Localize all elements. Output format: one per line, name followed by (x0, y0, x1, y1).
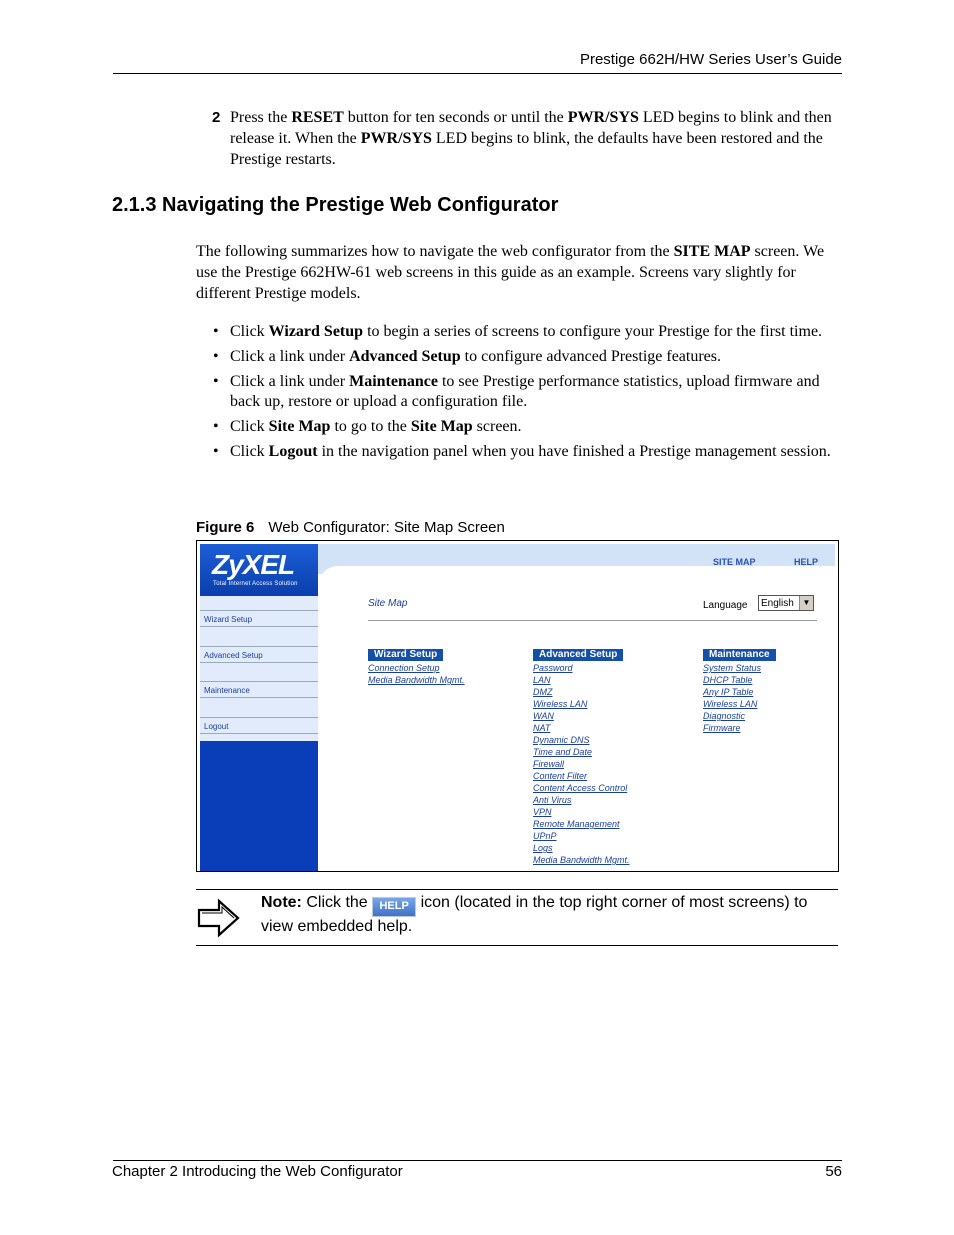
bullet-item (212, 322, 842, 342)
note-label: Note: (261, 894, 302, 911)
note-bottom-rule (196, 945, 838, 946)
bold-term: Site Map (268, 418, 331, 435)
site-map-link-item[interactable]: Media Bandwidth Mgmt. (368, 675, 465, 685)
step-text (230, 107, 842, 170)
column-heading[interactable]: Maintenance (703, 649, 776, 661)
running-header: Prestige 662H/HW Series User’s Guide (579, 51, 842, 68)
site-map-link-item[interactable]: Anti Virus (533, 795, 572, 805)
site-map-link-item[interactable]: Media Bandwidth Mgmt. (533, 855, 630, 865)
bullet-item (212, 372, 842, 412)
bold-term: PWR/SYS (360, 130, 432, 147)
nav-links (200, 596, 318, 741)
help-icon: HELP (372, 897, 416, 917)
zyxel-logo (200, 544, 318, 594)
figure-caption (196, 519, 505, 536)
step-2 (212, 107, 842, 170)
note-text-after: icon (located in the top right corner of most screens) to view embedded help. (261, 894, 808, 935)
site-map-link-item[interactable]: Logs (533, 843, 553, 853)
section-title: 2.1.3 Navigating the Prestige Web Configurator (112, 194, 559, 216)
page-number: 56 (825, 1163, 842, 1180)
screen-title: Site Map (368, 598, 408, 609)
wizard-setup-column (368, 644, 465, 686)
site-map-link-item[interactable]: System Status (703, 663, 762, 673)
note-text-before: Click the (301, 894, 373, 911)
site-map-link-item[interactable]: Wireless LAN (703, 699, 758, 709)
bullet-item (212, 347, 842, 367)
site-map-screenshot (196, 540, 839, 872)
site-map-link-item[interactable]: Diagnostic (703, 711, 746, 721)
logo-text: ZyXEL (212, 549, 295, 580)
step-number: 2 (212, 109, 221, 126)
nav-wizard-setup[interactable]: Wizard Setup (200, 610, 318, 627)
site-map-link-item[interactable]: Connection Setup (368, 663, 440, 673)
help-link[interactable]: HELP (794, 557, 819, 567)
site-map-link-item[interactable]: DHCP Table (703, 675, 753, 685)
site-map-link[interactable]: SITE MAP (713, 557, 756, 567)
bold-term: SITE MAP (673, 243, 751, 260)
nav-logout[interactable]: Logout (200, 717, 318, 734)
site-map-link-item[interactable]: Any IP Table (703, 687, 754, 697)
site-map-link-item[interactable]: UPnP (533, 831, 557, 841)
bullet-item (212, 417, 842, 437)
text-run: screen. (472, 418, 522, 435)
site-map-link-item[interactable]: Time and Date (533, 747, 592, 757)
bullet-list (212, 322, 842, 467)
text-run: Click a link under (230, 348, 350, 365)
bold-term: Maintenance (349, 373, 438, 390)
site-map-link-item[interactable]: VPN (533, 807, 552, 817)
figure-label: Figure 6 (196, 519, 255, 536)
text-run: The following summarizes how to navigate the web configurator from the (196, 243, 674, 260)
dropdown-arrow-icon: ▼ (799, 596, 813, 610)
header-rule (113, 73, 842, 74)
text-run: Click a link under (230, 373, 350, 390)
site-map-link-item[interactable]: Content Access Control (533, 783, 628, 793)
site-map-link-item[interactable]: Dynamic DNS (533, 735, 590, 745)
text-run: Click (230, 323, 269, 340)
note (261, 893, 841, 937)
text-run: to begin a series of screens to configure your Prestige for the first time. (363, 323, 823, 340)
text-run: to configure advanced Prestige features. (460, 348, 722, 365)
site-map-link-item[interactable]: Firmware (703, 723, 741, 733)
site-map-link-item[interactable]: Remote Management (533, 819, 620, 829)
figure-caption-text: Web Configurator: Site Map Screen (268, 519, 505, 536)
site-map-link-item[interactable]: WAN (533, 711, 554, 721)
text-run: in the navigation panel when you have finished a Prestige management session. (317, 443, 831, 460)
text-run: button for ten seconds or until the (343, 109, 568, 126)
text-run: LED begins to blink and then release it. When the (230, 109, 832, 147)
site-map-link-item[interactable]: NAT (533, 723, 551, 733)
screen-divider (368, 620, 817, 621)
text-run: to go to the (330, 418, 411, 435)
maintenance-column (703, 644, 776, 734)
intro-paragraph (196, 241, 842, 304)
language-value: English (761, 598, 794, 609)
language-select[interactable] (758, 595, 814, 611)
nav-maintenance[interactable]: Maintenance (200, 681, 318, 698)
site-map-link-item[interactable]: Password (533, 663, 573, 673)
footer-chapter: Chapter 2 Introducing the Web Configurator (112, 1163, 403, 1180)
text-run: to see Prestige performance statistics, upload firmware and back up, restore or upload a configuration file. (230, 373, 820, 410)
bold-term: Site Map (410, 418, 473, 435)
text-run: Click (230, 418, 269, 435)
column-heading[interactable]: Wizard Setup (368, 649, 443, 661)
text-run: LED begins to blink, the defaults have been restored and the Prestige restarts. (230, 130, 823, 168)
bold-term: PWR/SYS (567, 109, 639, 126)
site-map-link-item[interactable]: Wireless LAN (533, 699, 588, 709)
nav-advanced-setup[interactable]: Advanced Setup (200, 646, 318, 663)
site-map-link-item[interactable]: Content Filter (533, 771, 588, 781)
footer-rule (113, 1160, 842, 1161)
advanced-setup-column (533, 644, 630, 866)
site-map-link-item[interactable]: DMZ (533, 687, 553, 697)
bullet-item (212, 442, 842, 462)
site-map-link-item[interactable]: Firewall (533, 759, 565, 769)
site-map-link-item[interactable]: LAN (533, 675, 551, 685)
text-run: Press the (230, 109, 292, 126)
note-top-rule (196, 889, 838, 890)
bold-term: Wizard Setup (268, 323, 364, 340)
bold-term: Logout (268, 443, 318, 460)
logo-tagline: Total Internet Access Solution (213, 581, 298, 587)
text-run: Click (230, 443, 269, 460)
note-arrow-icon (197, 896, 241, 940)
language-label: Language (703, 600, 748, 611)
text-run: screen. We use the Prestige 662HW-61 web screens in this guide as an example. Screens vary slightly for different Prestige models. (196, 243, 825, 302)
bold-term: RESET (291, 109, 344, 126)
content-curve (318, 566, 835, 596)
column-heading[interactable]: Advanced Setup (533, 649, 623, 661)
nav-panel (200, 544, 318, 871)
bold-term: Advanced Setup (349, 348, 461, 365)
